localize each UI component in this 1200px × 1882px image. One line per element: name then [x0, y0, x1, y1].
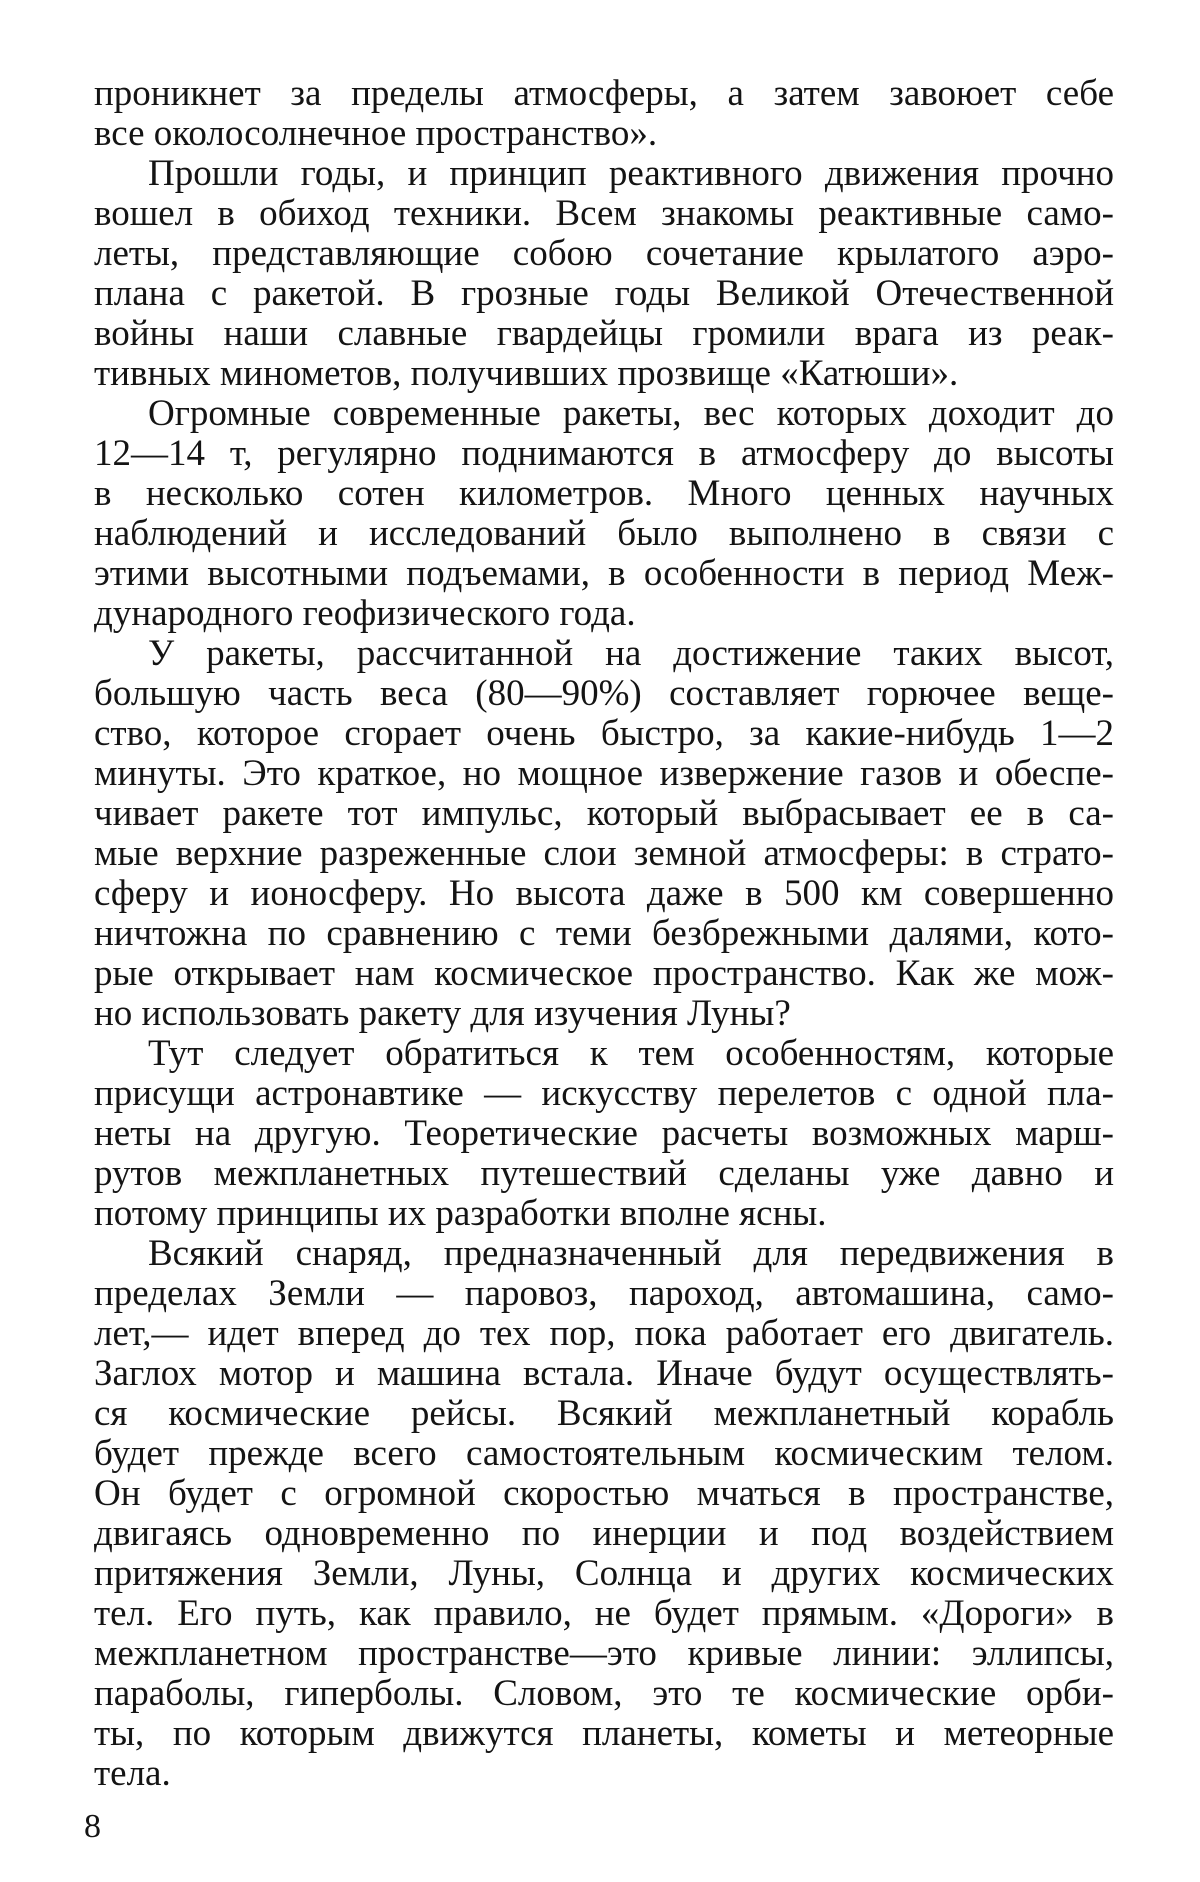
text-line: Он будет с огромной скоростью мчаться в пространстве,	[94, 1473, 1114, 1514]
text-line: этими высотными подъемами, в особенности в период Меж-	[94, 553, 1114, 594]
text-line: двигаясь одновременно по инерции и под воздействием	[94, 1513, 1114, 1554]
page-number: 8	[84, 1808, 101, 1845]
paragraph	[94, 1234, 1114, 1794]
text-line: сферу и ионосферу. Но высота даже в 500 км совершенно	[94, 873, 1114, 914]
text-line: присущи астронавтике — искусству перелетов с одной пла-	[94, 1073, 1114, 1114]
text-line: ся космические рейсы. Всякий межпланетный корабль	[94, 1393, 1114, 1434]
paragraph	[94, 394, 1114, 634]
text-line: Всякий снаряд, предназначенный для передвижения в	[148, 1233, 1114, 1274]
text-line: ство, которое сгорает очень быстро, за какие-нибудь 1—2	[94, 713, 1114, 754]
text-line: рутов межпланетных путешествий сделаны уже давно и	[94, 1153, 1114, 1194]
text-line: Тут следует обратиться к тем особенностям, которые	[148, 1033, 1114, 1074]
text-line: большую часть веса (80—90%) составляет горючее веще-	[94, 673, 1114, 714]
text-line: все околосолнечное пространство».	[94, 113, 658, 154]
text-line: ты, по которым движутся планеты, кометы и метеорные	[94, 1713, 1114, 1754]
text-line: мые верхние разреженные слои земной атмосферы: в страто-	[94, 833, 1114, 874]
text-line: вошел в обиход техники. Всем знакомы реактивные само-	[94, 193, 1114, 234]
text-line: У ракеты, рассчитанной на достижение таких высот,	[148, 633, 1114, 674]
text-line: лет,— идет вперед до тех пор, пока работает его двигатель.	[94, 1313, 1114, 1354]
text-line: потому принципы их разработки вполне ясны.	[94, 1193, 827, 1234]
text-line: тел. Его путь, как правило, не будет прямым. «Дороги» в	[94, 1593, 1114, 1634]
text-line: тивных минометов, получивших прозвище «Катюши».	[94, 353, 959, 394]
text-line: проникнет за пределы атмосферы, а затем завоюет себе	[94, 73, 1114, 114]
text-line: тела.	[94, 1753, 171, 1794]
text-line: Прошли годы, и принцип реактивного движения прочно	[148, 153, 1114, 194]
text-line: плана с ракетой. В грозные годы Великой Отечественной	[94, 273, 1114, 314]
text-line: наблюдений и исследований было выполнено в связи с	[94, 513, 1114, 554]
text-line: леты, представляющие собою сочетание крылатого аэро-	[94, 233, 1114, 274]
text-line: параболы, гиперболы. Словом, это те космические орби-	[94, 1673, 1114, 1714]
paragraph	[94, 634, 1114, 1034]
paragraph	[94, 154, 1114, 394]
text-line: в несколько сотен километров. Много ценных научных	[94, 473, 1114, 514]
text-line: дународного геофизического года.	[94, 593, 636, 634]
text-line: чивает ракете тот импульс, который выбрасывает ее в са-	[94, 793, 1114, 834]
text-line: притяжения Земли, Луны, Солнца и других космических	[94, 1553, 1114, 1594]
text-line: но использовать ракету для изучения Луны?	[94, 993, 791, 1034]
text-line: минуты. Это краткое, но мощное извержение газов и обеспе-	[94, 753, 1114, 794]
paragraph	[94, 74, 1114, 154]
text-line: пределах Земли — паровоз, пароход, автомашина, само-	[94, 1273, 1114, 1314]
text-line: Заглох мотор и машина встала. Иначе будут осуществлять-	[94, 1353, 1114, 1394]
paragraph	[94, 1034, 1114, 1234]
body-text	[94, 74, 1114, 1794]
text-line: 12—14 т, регулярно поднимаются в атмосферу до высоты	[94, 433, 1114, 474]
text-line: войны наши славные гвардейцы громили врага из реак-	[94, 313, 1114, 354]
text-line: рые открывает нам космическое пространство. Как же мож-	[94, 953, 1114, 994]
text-line: будет прежде всего самостоятельным космическим телом.	[94, 1433, 1114, 1474]
text-line: межпланетном пространстве—это кривые линии: эллипсы,	[94, 1633, 1114, 1674]
text-line: неты на другую. Теоретические расчеты возможных марш-	[94, 1113, 1114, 1154]
text-line: ничтожна по сравнению с теми безбрежными далями, кото-	[94, 913, 1114, 954]
text-line: Огромные современные ракеты, вес которых доходит до	[148, 393, 1114, 434]
